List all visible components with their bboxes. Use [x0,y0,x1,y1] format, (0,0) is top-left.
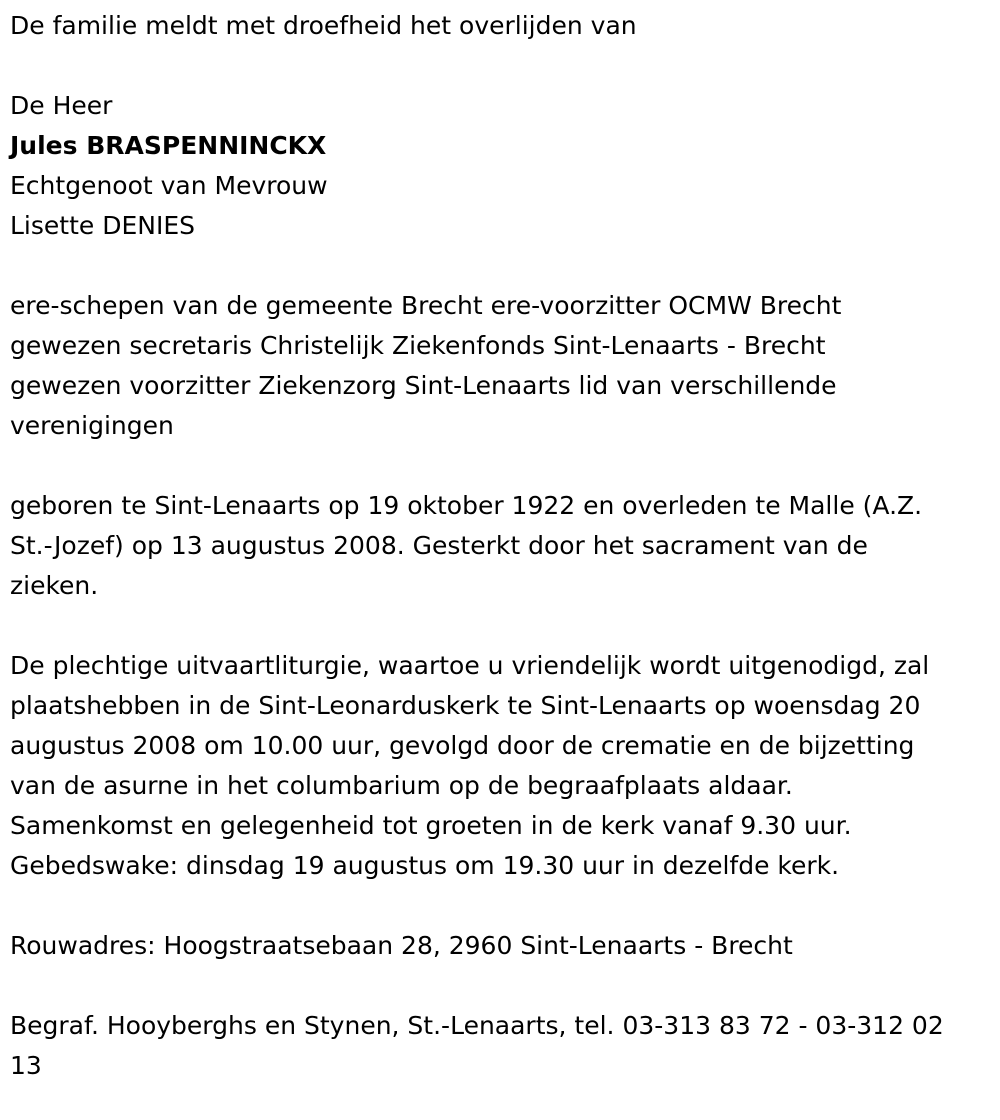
birth-death-line: St.-Jozef) op 13 augustus 2008. Gesterkt door het sacrament van de [10,531,868,560]
birth-death-line: geboren te Sint-Lenaarts op 19 oktober 1922 en overleden te Malle (A.Z. [10,491,923,520]
functions-line: gewezen secretaris Christelijk Ziekenfonds Sint-Lenaarts - Brecht [10,331,826,360]
spacer [10,246,990,286]
honorific: De Heer [10,91,113,120]
ceremony-line: De plechtige uitvaartliturgie, waartoe u vriendelijk wordt uitgenodigd, zal [10,651,930,680]
funeral-home-line: 13 [10,1051,42,1080]
spacer [10,606,990,646]
functions-line: ere-schepen van de gemeente Brecht ere-voorzitter OCMW Brecht [10,291,842,320]
ceremony-line: plaatshebben in de Sint-Leonarduskerk te Sint-Lenaarts op woensdag 20 [10,691,921,720]
functions-paragraph [10,286,990,446]
ceremony-line: Gebedswake: dinsdag 19 augustus om 19.30 uur in dezelfde kerk. [10,851,840,880]
deceased-name: Jules BRASPENNINCKX [10,131,327,160]
birth-death-line: zieken. [10,571,99,600]
ceremony-line: van de asurne in het columbarium op de begraafplaats aldaar. [10,771,793,800]
spouse-label: Echtgenoot van Mevrouw [10,171,328,200]
ceremony-line: Samenkomst en gelegenheid tot groeten in de kerk vanaf 9.30 uur. [10,811,852,840]
ceremony-paragraph [10,646,990,886]
funeral-home-line: Begraf. Hooyberghs en Stynen, St.-Lenaarts, tel. 03-313 83 72 - 03-312 02 [10,1011,944,1040]
functions-line: gewezen voorzitter Ziekenzorg Sint-Lenaarts lid van verschillende [10,371,837,400]
spacer [10,886,990,926]
spacer [10,966,990,1006]
functions-line: verenigingen [10,411,174,440]
funeral-home-paragraph [10,1006,990,1086]
spacer [10,446,990,486]
spacer [10,46,990,86]
mourning-address: Rouwadres: Hoogstraatsebaan 28, 2960 Sint-Lenaarts - Brecht [10,931,793,960]
intro-text: De familie meldt met droefheid het overlijden van [10,11,637,40]
spouse-name: Lisette DENIES [10,211,195,240]
birth-death-paragraph [10,486,990,606]
ceremony-line: augustus 2008 om 10.00 uur, gevolgd door de crematie en de bijzetting [10,731,915,760]
